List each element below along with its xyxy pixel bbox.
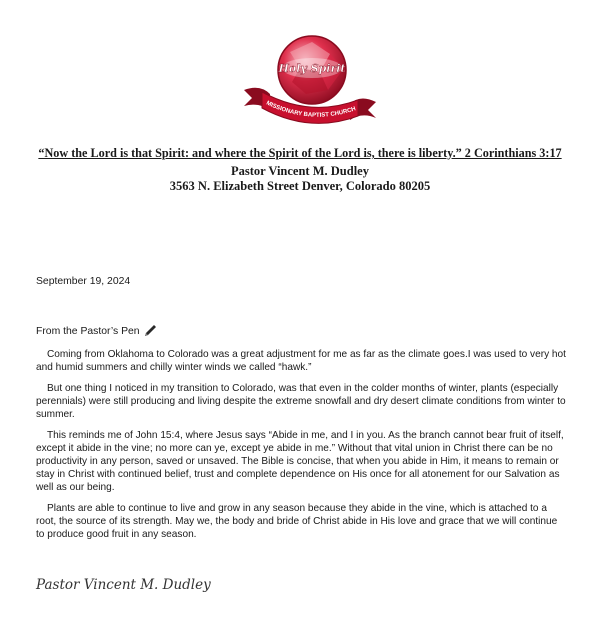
letterhead [0, 164, 600, 194]
pastor-name: Pastor Vincent M. Dudley [231, 164, 369, 178]
pastor-signature: Pastor Vincent M. Dudley [36, 577, 211, 593]
letter-body [36, 348, 566, 549]
pen-icon [143, 324, 157, 338]
scripture-verse: “Now the Lord is that Spirit: and where the Spirit of the Lord is, there is liberty.” 2 Corinthians 3:17 [38, 146, 562, 160]
letter-paragraph: Plants are able to continue to live and grow in any season because they abide in the vine, which is attached to a root, the source of its strength. May we, the body and bride of Christ abide in His love and grace that we will continue to produce good fruit in any season. [36, 503, 558, 540]
church-logo [240, 32, 380, 130]
logo-banner-text: MISSIONARY BAPTIST CHURCH [265, 100, 357, 119]
church-address: 3563 N. Elizabeth Street Denver, Colorado 80205 [169, 179, 431, 193]
letter-paragraph: This reminds me of John 15:4, where Jesus says “Abide in me, and I in you. As the branch cannot bear fruit of itself, except it abide in the vine; no more can ye, except ye abide in me.” Without that vital union in Christ there can be no productivity in any person, saved or unsaved. The Bible is concise, that when you abide in Him, it means to remain or stay in Christ with continued belief, trust and complete dependence on His once for all atonement for our Salvation as well as our being. [36, 430, 564, 493]
letter-date: September 19, 2024 [36, 276, 131, 287]
logo-script-text: Holy Spirit [278, 62, 346, 75]
letter-heading [36, 324, 157, 338]
letter-paragraph: But one thing I noticed in my transition to Colorado, was that even in the colder months of winter, plants (especially perennials) were still producing and living despite the extreme snowfall and dry desert climate conditions from winter to summer. [36, 383, 566, 420]
church-logo-graphic [240, 32, 380, 130]
letter-paragraph: Coming from Oklahoma to Colorado was a great adjustment for me as far as the climate goes.I was used to very hot and humid summers and chilly winter winds we called “hawk.” [36, 349, 566, 373]
letter-heading-text: From the Pastor’s Pen [36, 325, 140, 337]
